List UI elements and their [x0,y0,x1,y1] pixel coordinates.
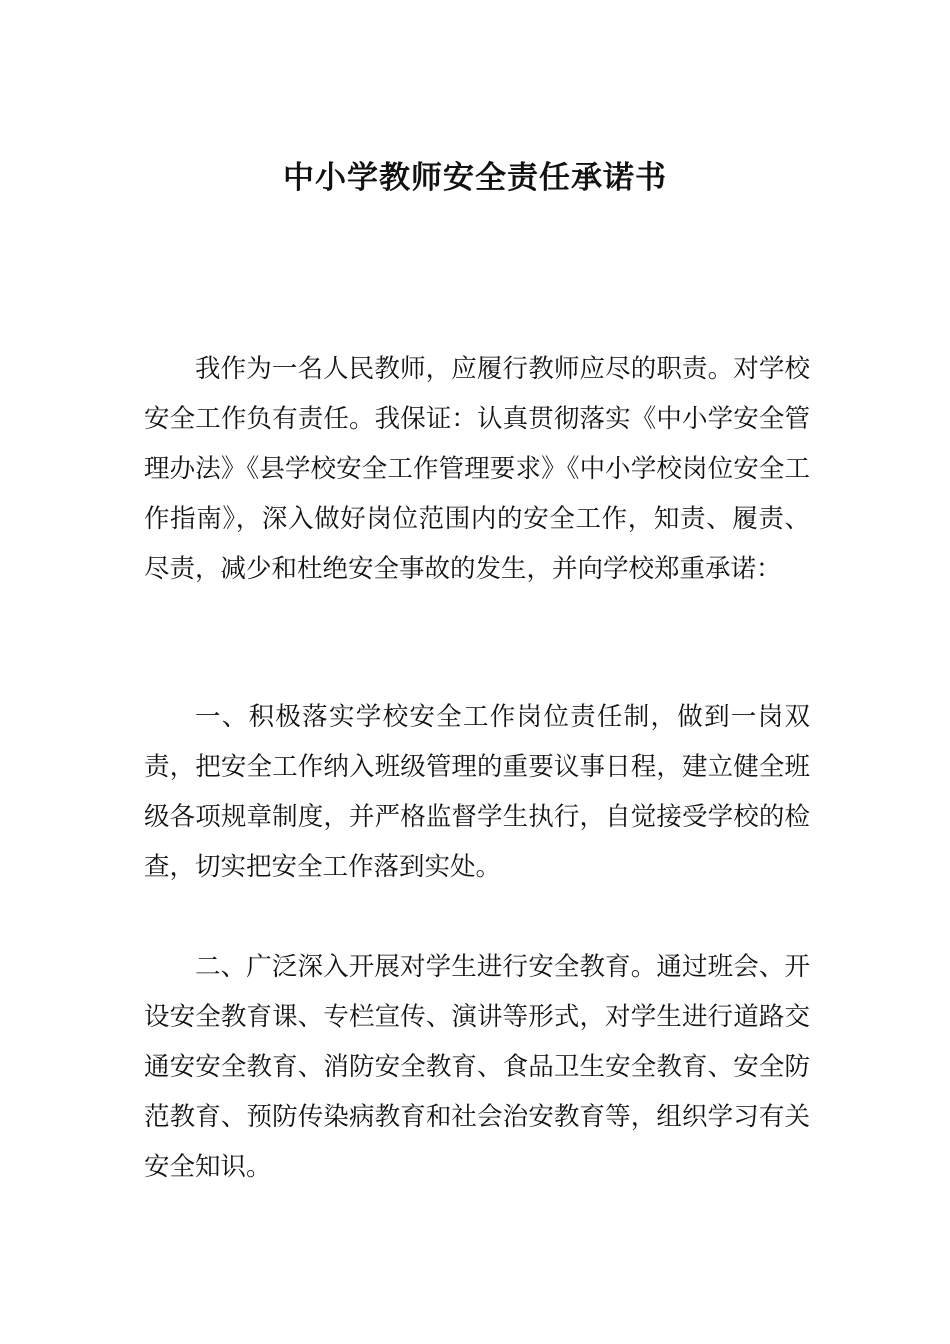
document-title: 中小学教师安全责任承诺书 [283,160,667,196]
paragraph-intro: 我作为一名人民教师，应履行教师应尽的职责。对学校安全工作负有责任。我保证：认真贯彻落实《中小学安全管理办法》《县学校安全工作管理要求》《中小学校岗位安全工作指南》，深入做好岗位范围内的安全工作，知责、履责、尽责，减少和杜绝安全事故的发生，并向学校郑重承诺： [144,354,810,584]
paragraph-item-1: 一、积极落实学校安全工作岗位责任制，做到一岗双责，把安全工作纳入班级管理的重要议事日程，建立健全班级各项规章制度，并严格监督学生执行，自觉接受学校的检查，切实把安全工作落到实处。 [144,702,810,882]
paragraph-item-2: 二、广泛深入开展对学生进行安全教育。通过班会、开设安全教育课、专栏宣传、演讲等形式，对学生进行道路交通安安全教育、消防安全教育、食品卫生安全教育、安全防范教育、预防传染病教育和社会治安教育等，组织学习有关安全知识。 [144,952,810,1182]
